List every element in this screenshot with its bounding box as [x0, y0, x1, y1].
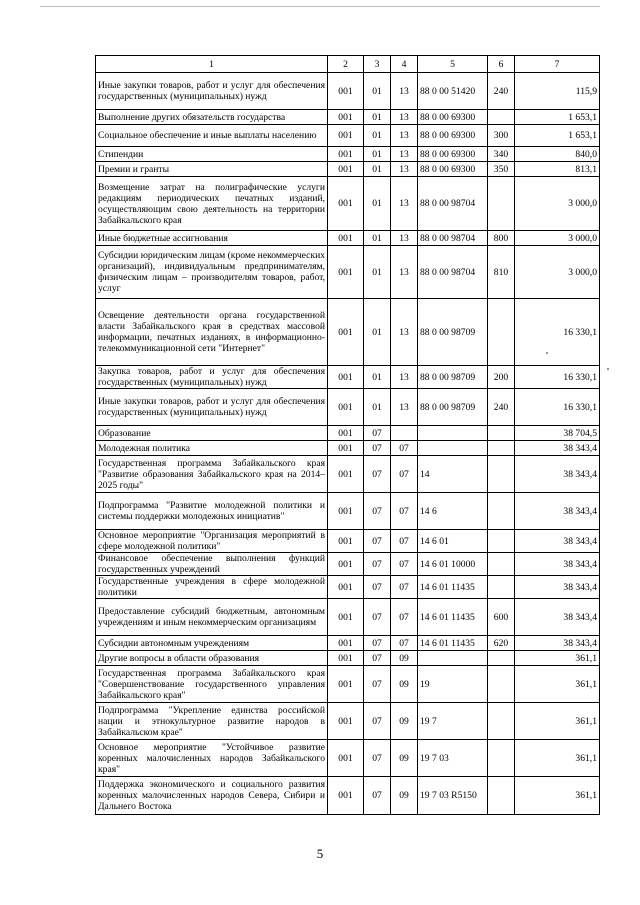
section-cell: 001: [328, 110, 364, 125]
row-name-cell: Государственная программа Забайкальского края "Развитие образования Забайкальского края на 2014–2025 годы": [96, 456, 328, 493]
amount-cell: 3 000,0: [515, 246, 600, 299]
row-name-cell: Основное мероприятие "Организация мероприятий в сфере молодежной политики": [96, 530, 328, 553]
expense-type-cell: [488, 740, 515, 777]
table-row: [96, 576, 600, 599]
section-cell: 001: [328, 456, 364, 493]
header-cell: 7: [515, 56, 600, 73]
division-cell: 01: [364, 366, 391, 389]
expense-type-cell: 800: [488, 231, 515, 246]
table-row: [96, 599, 600, 636]
expense-type-cell: [488, 177, 515, 231]
expense-type-cell: 240: [488, 389, 515, 426]
target-article-cell: 88 0 00 69300: [418, 110, 488, 125]
subdivision-cell: 09: [391, 740, 418, 777]
amount-cell: 1 653,1: [515, 125, 600, 147]
table-row: [96, 231, 600, 246]
division-cell: 01: [364, 147, 391, 162]
subdivision-cell: 07: [391, 599, 418, 636]
division-cell: 07: [364, 777, 391, 815]
row-name-cell: Возмещение затрат на полиграфические услуги редакциям периодических печатных изданий, осуществляющим свою деятельность на территории Забайкальского края: [96, 177, 328, 231]
target-article-cell: 14 6 01 11435: [418, 576, 488, 599]
target-article-cell: [418, 426, 488, 441]
section-cell: 001: [328, 553, 364, 576]
subdivision-cell: 13: [391, 125, 418, 147]
table-row: [96, 73, 600, 110]
division-cell: 01: [364, 110, 391, 125]
target-article-cell: 14 6 01 11435: [418, 636, 488, 651]
target-article-cell: 14 6: [418, 493, 488, 530]
division-cell: 01: [364, 177, 391, 231]
section-cell: 001: [328, 576, 364, 599]
section-cell: 001: [328, 389, 364, 426]
expense-type-cell: [488, 553, 515, 576]
division-cell: 01: [364, 162, 391, 177]
section-cell: 001: [328, 777, 364, 815]
target-article-cell: 19 7 03: [418, 740, 488, 777]
expense-type-cell: 200: [488, 366, 515, 389]
expense-type-cell: [488, 530, 515, 553]
row-name-cell: Государственные учреждения в сфере молодежной политики: [96, 576, 328, 599]
table-row: [96, 426, 600, 441]
division-cell: 01: [364, 231, 391, 246]
expense-type-cell: 810: [488, 246, 515, 299]
target-article-cell: 88 0 00 98704: [418, 177, 488, 231]
division-cell: 07: [364, 456, 391, 493]
row-name-cell: Иные закупки товаров, работ и услуг для обеспечения государственных (муниципальных) нужд: [96, 73, 328, 110]
table-row: [96, 703, 600, 740]
top-rule: [40, 6, 600, 7]
page-number: 5: [316, 846, 324, 861]
row-name-cell: Субсидии юридическим лицам (кроме некоммерческих организаций), индивидуальным предпринимателям, физическим лицам – производителям товаров, работ, услуг: [96, 246, 328, 299]
subdivision-cell: 13: [391, 231, 418, 246]
expense-type-cell: 600: [488, 599, 515, 636]
table-row: [96, 493, 600, 530]
amount-cell: 840,0: [515, 147, 600, 162]
row-name-cell: Другие вопросы в области образования: [96, 651, 328, 666]
row-name-cell: Молодежная политика: [96, 441, 328, 456]
table-row: [96, 553, 600, 576]
section-cell: 001: [328, 599, 364, 636]
header-cell: 2: [328, 56, 364, 73]
subdivision-cell: 09: [391, 666, 418, 703]
target-article-cell: 14 6 01: [418, 530, 488, 553]
target-article-cell: 88 0 00 98704: [418, 231, 488, 246]
target-article-cell: [418, 441, 488, 456]
table-row: [96, 666, 600, 703]
target-article-cell: 14 6 01 10000: [418, 553, 488, 576]
target-article-cell: 88 0 00 98709: [418, 299, 488, 366]
table-row: [96, 636, 600, 651]
amount-cell: 16 330,1: [515, 366, 600, 389]
section-cell: 001: [328, 147, 364, 162]
target-article-cell: 88 0 00 98709: [418, 366, 488, 389]
expense-type-cell: [488, 777, 515, 815]
expense-type-cell: [488, 576, 515, 599]
table-row: [96, 530, 600, 553]
header-cell: 5: [418, 56, 488, 73]
target-article-cell: 14 6 01 11435: [418, 599, 488, 636]
section-cell: 001: [328, 246, 364, 299]
table-row: [96, 246, 600, 299]
expense-type-cell: [488, 651, 515, 666]
amount-cell: 1 653,1: [515, 110, 600, 125]
amount-cell: 361,1: [515, 740, 600, 777]
expense-type-cell: 620: [488, 636, 515, 651]
division-cell: 07: [364, 703, 391, 740]
subdivision-cell: 13: [391, 162, 418, 177]
expense-type-cell: [488, 441, 515, 456]
header-cell: 3: [364, 56, 391, 73]
subdivision-cell: 13: [391, 389, 418, 426]
subdivision-cell: 13: [391, 73, 418, 110]
amount-cell: 38 343,4: [515, 456, 600, 493]
amount-cell: 38 343,4: [515, 576, 600, 599]
division-cell: 07: [364, 493, 391, 530]
row-name-cell: Подпрограмма "Укрепление единства российской нации и этнокультурное развитие народов в Забайкальском крае": [96, 703, 328, 740]
section-cell: 001: [328, 73, 364, 110]
target-article-cell: 88 0 00 69300: [418, 125, 488, 147]
section-cell: 001: [328, 177, 364, 231]
division-cell: 01: [364, 73, 391, 110]
amount-cell: 38 704,5: [515, 426, 600, 441]
amount-cell: 3 000,0: [515, 231, 600, 246]
section-cell: 001: [328, 703, 364, 740]
amount-cell: 38 343,4: [515, 493, 600, 530]
subdivision-cell: 13: [391, 299, 418, 366]
header-cell: 1: [96, 56, 328, 73]
division-cell: 07: [364, 441, 391, 456]
amount-cell: 38 343,4: [515, 441, 600, 456]
section-cell: 001: [328, 740, 364, 777]
division-cell: 07: [364, 666, 391, 703]
amount-cell: 16 330,1: [515, 299, 600, 366]
row-name-cell: Финансовое обеспечение выполнения функций государственных учреждений: [96, 553, 328, 576]
target-article-cell: 88 0 00 69300: [418, 162, 488, 177]
subdivision-cell: 07: [391, 576, 418, 599]
section-cell: 001: [328, 125, 364, 147]
section-cell: 001: [328, 366, 364, 389]
target-article-cell: 19 7: [418, 703, 488, 740]
amount-cell: 813,1: [515, 162, 600, 177]
subdivision-cell: 09: [391, 651, 418, 666]
subdivision-cell: 13: [391, 366, 418, 389]
amount-cell: 38 343,4: [515, 636, 600, 651]
expense-type-cell: 340: [488, 147, 515, 162]
table-row: [96, 177, 600, 231]
row-name-cell: Иные закупки товаров, работ и услуг для обеспечения государственных (муниципальных) нужд: [96, 389, 328, 426]
row-name-cell: Образование: [96, 426, 328, 441]
header-cell: 6: [488, 56, 515, 73]
row-name-cell: Закупка товаров, работ и услуг для обеспечения государственных (муниципальных) нужд: [96, 366, 328, 389]
row-name-cell: Государственная программа Забайкальского края "Совершенствование государственного управления Забайкальского края": [96, 666, 328, 703]
table-row: [96, 110, 600, 125]
division-cell: 07: [364, 553, 391, 576]
section-cell: 001: [328, 231, 364, 246]
expense-type-cell: [488, 493, 515, 530]
row-name-cell: Подпрограмма "Развитие молодежной политики и системы поддержки молодежных инициатив": [96, 493, 328, 530]
header-row: [96, 56, 600, 73]
amount-cell: 38 343,4: [515, 553, 600, 576]
target-article-cell: 19: [418, 666, 488, 703]
division-cell: 01: [364, 125, 391, 147]
section-cell: 001: [328, 530, 364, 553]
section-cell: 001: [328, 636, 364, 651]
expense-type-cell: 300: [488, 125, 515, 147]
subdivision-cell: 13: [391, 246, 418, 299]
table-row: [96, 777, 600, 815]
subdivision-cell: 07: [391, 456, 418, 493]
target-article-cell: 19 7 03 R5150: [418, 777, 488, 815]
scan-speck: [607, 368, 609, 370]
amount-cell: 361,1: [515, 651, 600, 666]
subdivision-cell: 09: [391, 777, 418, 815]
table-row: [96, 740, 600, 777]
table-row: [96, 162, 600, 177]
section-cell: 001: [328, 299, 364, 366]
row-name-cell: Субсидии автономным учреждениям: [96, 636, 328, 651]
expense-type-cell: [488, 456, 515, 493]
table-row: [96, 147, 600, 162]
subdivision-cell: 07: [391, 441, 418, 456]
table-row: [96, 441, 600, 456]
table-row: [96, 389, 600, 426]
table-row: [96, 651, 600, 666]
division-cell: 01: [364, 389, 391, 426]
table-row: [96, 299, 600, 366]
row-name-cell: Социальное обеспечение и иные выплаты населению: [96, 125, 328, 147]
division-cell: 07: [364, 426, 391, 441]
row-name-cell: Стипендии: [96, 147, 328, 162]
subdivision-cell: [391, 426, 418, 441]
budget-table: [95, 55, 600, 815]
division-cell: 01: [364, 246, 391, 299]
target-article-cell: 88 0 00 98704: [418, 246, 488, 299]
subdivision-cell: 13: [391, 110, 418, 125]
division-cell: 07: [364, 651, 391, 666]
section-cell: 001: [328, 493, 364, 530]
subdivision-cell: 07: [391, 530, 418, 553]
row-name-cell: Основное мероприятие "Устойчивое развитие коренных малочисленных народов Забайкальского края": [96, 740, 328, 777]
table-row: [96, 366, 600, 389]
section-cell: 001: [328, 666, 364, 703]
target-article-cell: [418, 651, 488, 666]
expense-type-cell: [488, 666, 515, 703]
expense-type-cell: [488, 299, 515, 366]
section-cell: 001: [328, 441, 364, 456]
expense-type-cell: [488, 703, 515, 740]
table-row: [96, 456, 600, 493]
section-cell: 001: [328, 651, 364, 666]
division-cell: 07: [364, 636, 391, 651]
amount-cell: 115,9: [515, 73, 600, 110]
section-cell: 001: [328, 426, 364, 441]
amount-cell: 361,1: [515, 666, 600, 703]
subdivision-cell: 13: [391, 177, 418, 231]
scan-speck: [546, 352, 548, 354]
table-row: [96, 125, 600, 147]
document-page: [95, 55, 600, 815]
amount-cell: 38 343,4: [515, 599, 600, 636]
division-cell: 07: [364, 740, 391, 777]
subdivision-cell: 07: [391, 636, 418, 651]
subdivision-cell: 09: [391, 703, 418, 740]
amount-cell: 16 330,1: [515, 389, 600, 426]
expense-type-cell: 350: [488, 162, 515, 177]
target-article-cell: 88 0 00 51420: [418, 73, 488, 110]
section-cell: 001: [328, 162, 364, 177]
header-cell: 4: [391, 56, 418, 73]
division-cell: 07: [364, 530, 391, 553]
amount-cell: 3 000,0: [515, 177, 600, 231]
subdivision-cell: 07: [391, 493, 418, 530]
target-article-cell: 88 0 00 69300: [418, 147, 488, 162]
target-article-cell: 88 0 00 98709: [418, 389, 488, 426]
row-name-cell: Иные бюджетные ассигнования: [96, 231, 328, 246]
division-cell: 07: [364, 599, 391, 636]
amount-cell: 361,1: [515, 703, 600, 740]
row-name-cell: Премии и гранты: [96, 162, 328, 177]
subdivision-cell: 13: [391, 147, 418, 162]
expense-type-cell: 240: [488, 73, 515, 110]
row-name-cell: Поддержка экономического и социального развития коренных малочисленных народов Севера, Сибири и Дальнего Востока: [96, 777, 328, 815]
subdivision-cell: 07: [391, 553, 418, 576]
amount-cell: 361,1: [515, 777, 600, 815]
row-name-cell: Выполнение других обязательств государства: [96, 110, 328, 125]
expense-type-cell: [488, 110, 515, 125]
amount-cell: 38 343,4: [515, 530, 600, 553]
division-cell: 07: [364, 576, 391, 599]
expense-type-cell: [488, 426, 515, 441]
row-name-cell: Освещение деятельности органа государственной власти Забайкальского края в средствах массовой информации, печатных изданиях, в информационно-телекоммуникационной сети "Интернет": [96, 299, 328, 366]
target-article-cell: 14: [418, 456, 488, 493]
row-name-cell: Предоставление субсидий бюджетным, автономным учреждениям и иным некоммерческим организациям: [96, 599, 328, 636]
division-cell: 01: [364, 299, 391, 366]
